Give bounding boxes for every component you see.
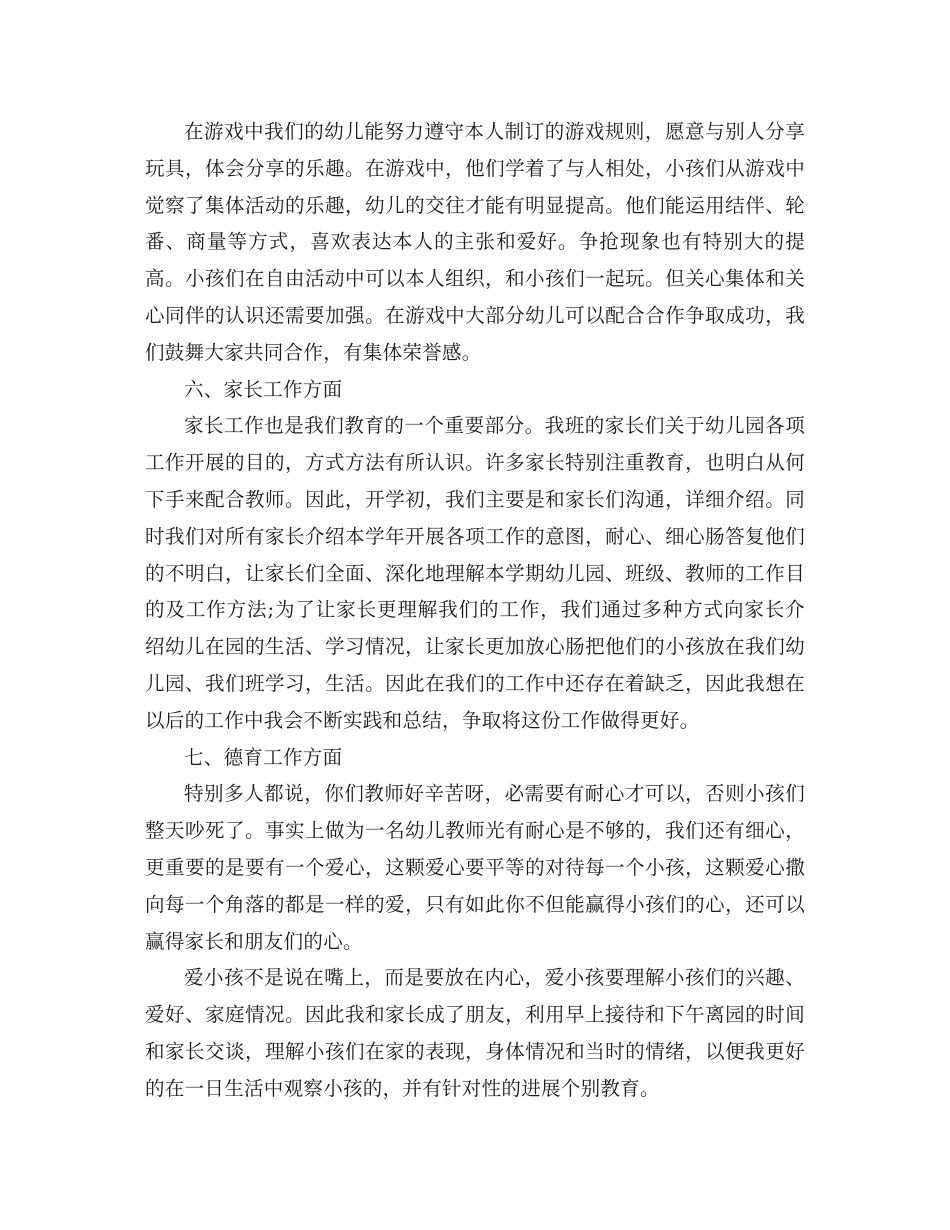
document-body — [145, 114, 805, 1108]
paragraph-parent-work: 家长工作也是我们教育的一个重要部分。我班的家长们关于幼儿园各项工作开展的目的，方式方法有所认识。许多家长特别注重教育，也明白从何下手来配合教师。因此，开学初，我们主要是和家长们沟通，详细介绍。同时我们对所有家长介绍本学年开展各项工作的意图，耐心、细心肠答复他们的不明白，让家长们全面、深化地理解本学期幼儿园、班级、教师的工作目的及工作方法;为了让家长更理解我们的工作，我们通过多种方式向家长介绍幼儿在园的生活、学习情况，让家长更加放心肠把他们的小孩放在我们幼儿园、我们班学习，生活。因此在我们的工作中还存在着缺乏，因此我想在以后的工作中我会不断实践和总结，争取将这份工作做得更好。 — [145, 414, 805, 732]
section-heading-parent-work: 六、家长工作方面 — [184, 377, 343, 401]
paragraph-patience-love: 特别多人都说，你们教师好辛苦呀，必需要有耐心才可以，否则小孩们整天吵死了。事实上做为一名幼儿教师光有耐心是不够的，我们还有细心，更重要的是要有一个爱心，这颗爱心要平等的对待每一个小孩，这颗爱心撒向每一个角落的都是一样的爱，只有如此你不但能赢得小孩们的心，还可以赢得家长和朋友们的心。 — [145, 782, 805, 953]
paragraph-loving-children: 爱小孩不是说在嘴上，而是要放在内心，爱小孩要理解小孩们的兴趣、爱好、家庭情况。因此我和家长成了朋友，利用早上接待和下午离园的时间和家长交谈，理解小孩们在家的表现，身体情况和当时的情绪，以便我更好的在一日生活中观察小孩的，并有针对性的进展个别教育。 — [145, 966, 805, 1100]
section-heading-moral-education: 七、德育工作方面 — [184, 745, 343, 769]
paragraph-game-rules: 在游戏中我们的幼儿能努力遵守本人制订的游戏规则，愿意与别人分享玩具，体会分享的乐趣。在游戏中，他们学着了与人相处，小孩们从游戏中觉察了集体活动的乐趣，幼儿的交往才能有明显提高。他们能运用结伴、轮番、商量等方式，喜欢表达本人的主张和爱好。争抢现象也有特别大的提高。小孩们在自由活动中可以本人组织，和小孩们一起玩。但关心集体和关心同伴的认识还需要加强。在游戏中大部分幼儿可以配合合作争取成功，我们鼓舞大家共同合作，有集体荣誉感。 — [145, 120, 805, 364]
